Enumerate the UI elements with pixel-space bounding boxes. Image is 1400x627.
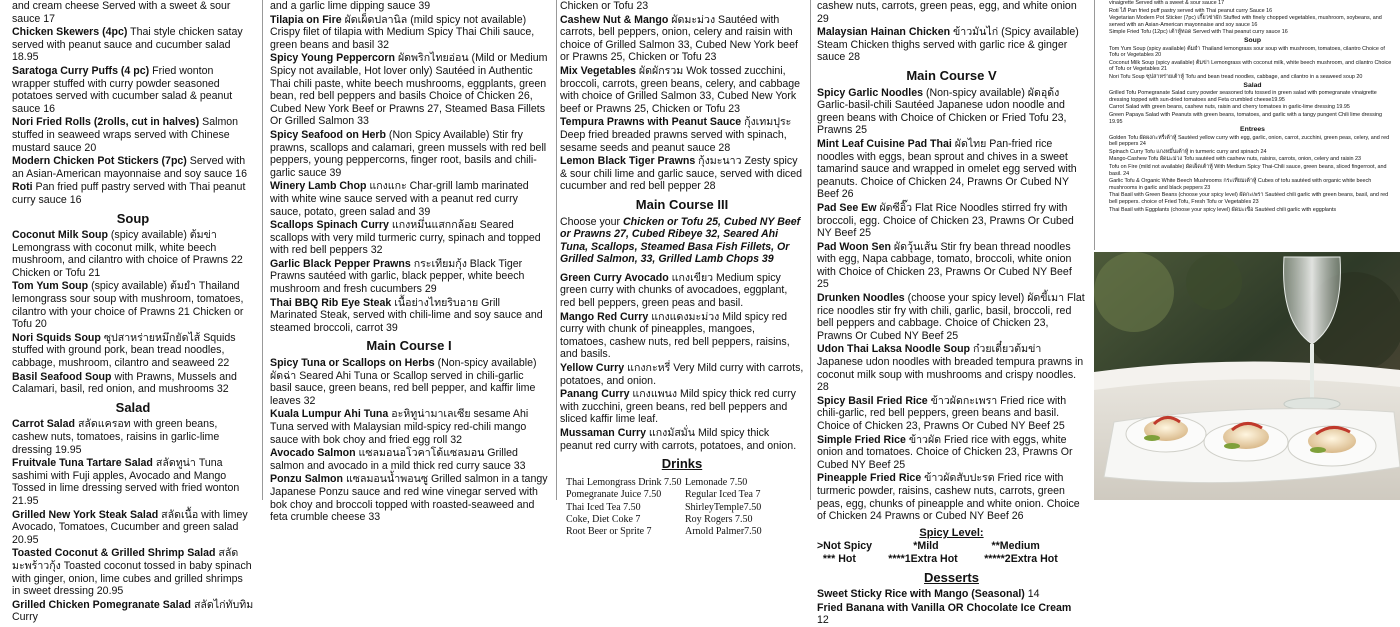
menu-item xyxy=(270,258,548,296)
menu-item-description: แกงมัสมั่น Mild spicy thick peanut red curry with carrots, potatoes, and onion. xyxy=(560,427,797,452)
menu-item xyxy=(12,332,254,370)
menu-item xyxy=(560,65,804,115)
menu-item-description: แกงเขียว Medium spicy green curry with chunks of avocadoes, eggplant, red bell peppers, green peas and basil. xyxy=(560,271,788,310)
main-course-5-heading: Main Course V xyxy=(906,67,997,83)
col5-soup-lines xyxy=(1109,46,1396,81)
menu-line: Coconut Milk Soup (spicy available) ต้มข่า Lemongrass with coconut milk, white beech mushroom, and cilantro Choice of Tofu or Vegetables 21 xyxy=(1109,59,1392,73)
menu-item xyxy=(12,547,254,597)
menu-item xyxy=(12,181,254,206)
menu-line: Tofu on Fire (mild not available) ผัดเผ็ดเต้าหู้ With Medium Spicy Thai-Chili sauce, green beans, sliced fingerroot, and basil. 24 xyxy=(1109,164,1387,177)
menu-line: Garlic Tofu & Organic White Beech Mushrooms กระเทียมเต้าหู้ Cubes of tofu sautéed with organic white beech mushrooms in garlic and black peppers 23 xyxy=(1109,178,1372,191)
menu-item xyxy=(560,0,804,13)
menu-item-name: Mango Red Curry xyxy=(560,310,649,323)
menu-item-description: Served with an Asian-American mayonnaise and soy sauce 16 xyxy=(12,155,247,180)
menu-item-name: Drunken Noodles xyxy=(817,292,905,305)
drinks-left-column xyxy=(566,477,685,539)
menu-item-name: Spicy Seafood on Herb xyxy=(270,128,386,141)
menu-column-specials-main-course-1 xyxy=(262,0,554,524)
menu-item xyxy=(817,241,1086,291)
drinks-heading: Drinks xyxy=(661,456,703,472)
menu-item xyxy=(817,395,1086,433)
menu-item xyxy=(560,388,804,426)
menu-item-name: Scallops Spinach Curry xyxy=(270,219,389,232)
menu-item-name: Spicy Young Peppercorn xyxy=(270,52,395,65)
menu-item-description: สลัดไก่ทับทิม Curry xyxy=(12,598,254,624)
menu-item-description: (Non Spicy Available) Stir fry prawns, scallops and calamari, green mussels with red bell peppers, young peppercorns, finger root, basils and chili-garlic sauce 39 xyxy=(270,128,547,179)
menu-item xyxy=(817,138,1086,201)
menu-item-description: แกงแกะ Char-grill lamb marinated with white wine sauce served with a peanut red curry sauce, potato, green salad and 39 xyxy=(270,180,529,218)
menu-item-name: Tom Yum Soup xyxy=(12,280,89,293)
menu-item-description: with Prawns, Mussels and Calamari, basil, red onion, and mushrooms 32 xyxy=(12,370,237,396)
menu-item-description: Salmon stuffed in seaweed wraps served with Chinese mustard sauce 20 xyxy=(12,116,239,154)
menu-item-name: Basil Seafood Soup xyxy=(12,370,112,383)
menu-item xyxy=(12,0,254,25)
menu-line: Lemonade 7.50 xyxy=(685,476,748,488)
col4-main5-items xyxy=(817,87,1086,523)
menu-item xyxy=(560,14,804,64)
menu-column-main-course-5-desserts xyxy=(810,0,1092,627)
menu-item xyxy=(560,427,804,452)
menu-item-description: แกงหมึ่นแสกกล้อย Seared scallops with very mild turmeric curry, spinach and topped with red bell peppers 32 xyxy=(270,219,541,257)
menu-line: Simple Fried Tofu (12pc) เต้าหู้ทอด Served with Thai peanut curry sauce 16 xyxy=(1109,29,1288,36)
menu-item xyxy=(270,180,548,218)
menu-line: Coke, Diet Coke 7 xyxy=(566,514,641,525)
menu-item xyxy=(817,0,1086,25)
col4-dessert-items xyxy=(817,588,1086,627)
menu-item-description: แซลมอนอโวคาโด้แซลมอน Grilled salmon and avocado in a mild thick red curry sauce 33 xyxy=(270,447,526,472)
menu-line: Nori Tofu Soup ซุปสาหร่ายเต้าหู้ Tofu and bean tread noodles, cabbage, and cilantro in a seaweed soup 20 xyxy=(1109,73,1363,80)
menu-item-name: Mix Vegetables xyxy=(560,64,636,77)
menu-line: Vegetarian Modern Pot Sticker (7pc) เกี๊ยวซ่าผัก Stuffed with finely chopped vegetables, mushroom, soybeans, and served with an Asian-American mayonnaise and soy sauce 16 xyxy=(1109,15,1382,28)
menu-item-description: สลัดทูน่า Tuna sashimi with Fuji apples, Avocado and Mango Tossed in lime dressing served with fried wonton 21.95 xyxy=(12,457,240,507)
menu-item-name: Avocado Salmon xyxy=(270,447,356,460)
spicy-level-heading: Spicy Level: xyxy=(919,526,984,539)
menu-item-description: สลัดแครอท with green beans, cashew nuts, tomatoes, raisins in garlic-lime dressing 19.95 xyxy=(12,418,220,456)
menu-item-name: Udon Thai Laksa Noodle Soup xyxy=(817,343,971,356)
menu-item xyxy=(12,116,254,154)
menu-item-description: กุ้งเทมปุระ Deep fried breaded prawns served with spinach, sesame seeds and peanut sauce 28 xyxy=(560,116,792,154)
menu-item xyxy=(817,26,1086,64)
menu-item-description: (spicy available) ต้มยำ Thailand lemongrass sour soup with mushroom, tomatoes, cilantro with your choice of Prawns 21 Chicken or Tofu 20 xyxy=(12,280,244,331)
col5-top-lines xyxy=(1109,0,1396,36)
salad-heading: Salad xyxy=(115,399,151,415)
menu-item-description: (spicy available) ต้มข่า Lemongrass with coconut milk, white beech mushroom, and cilantro with choice of Prawns 22 Chicken or Tofu 21 xyxy=(12,229,243,279)
menu-item-description: ผัดมะม่วง Sautéed with carrots, bell peppers, onion, celery and raisin with choice of Grilled Salmon 33, Cubed New York beef or Prawns 25, Chicken or Tofu 23 xyxy=(560,13,798,64)
menu-item-name: Fried Banana with Vanilla OR Chocolate Ice Cream xyxy=(817,601,1072,614)
menu-item xyxy=(817,434,1086,472)
menu-item-description: ผัดซีอิ๊ว Flat Rice Noodles stirred fry with broccoli, egg. Choice of Chicken 23, Prawns Or Cubed NY Beef 25 xyxy=(817,201,1074,240)
menu-item xyxy=(560,311,804,361)
menu-item-name: Pad Woon Sen xyxy=(817,240,891,253)
menu-item-name: Carrot Salad xyxy=(12,418,75,431)
menu-line: Green Papaya Salad with Peanuts with green beans, tomatoes, and garlic with a tangy pungent Chili lime dressing 19.95 xyxy=(1109,111,1382,125)
menu-item-description: แกงแพนง Mild spicy thick red curry with zucchini, green beans, red bell peppers and sliced kaffir lime leaf. xyxy=(560,388,796,426)
menu-item-description: สลัดมะพร้าวกุ้ง Toasted coconut tossed in baby spinach with ginger, onion, lime cubes and grilled shrimps in sweet dressing 20.95 xyxy=(12,547,252,598)
menu-item-name: Modern Chicken Pot Stickers (7pc) xyxy=(12,155,187,168)
menu-item xyxy=(12,280,254,330)
menu-item-name: Saratoga Curry Puffs (4 pc) xyxy=(12,64,150,77)
menu-item-name: Roti xyxy=(12,181,33,194)
menu-item-name: Garlic Black Pepper Prawns xyxy=(270,257,411,270)
menu-item xyxy=(560,362,804,387)
menu-line: Roti ไส้ Pan fried puff pastry served with Thai peanut curry Sauce 16 xyxy=(1109,7,1273,14)
food-photo xyxy=(1094,252,1400,500)
menu-item-name: Fruitvale Tuna Tartare Salad xyxy=(12,457,153,470)
menu-item-name: Grilled New York Steak Salad xyxy=(12,508,159,521)
menu-item-description: กุ้งมะนาว Zesty spicy & sour chili lime and garlic sauce, served with diced cucumber and red bell pepper 28 xyxy=(560,155,803,193)
menu-item xyxy=(12,26,254,64)
menu-item-name: Thai BBQ Rib Eye Steak xyxy=(270,296,392,309)
menu-item xyxy=(270,408,548,446)
menu-line: Carrot Salad with green beans, cashew nuts, raisin and cherry tomatoes in garlic-lime dressing 19.95 xyxy=(1109,104,1350,111)
menu-item xyxy=(270,357,548,407)
menu-line: Grilled Tofu Pomegranate Salad curry powder seasoned tofu tossed in green salad with pomegranate vinaigrette dressing topped with sun-dried tomatoes and Feta crumbled cheese19.95 xyxy=(1109,90,1377,103)
menu-item-name: Nori Squids Soup xyxy=(12,331,101,344)
menu-item-name: Chicken Skewers (4pc) xyxy=(12,26,128,39)
menu-item-name: Sweet Sticky Rice with Mango (Seasonal) xyxy=(817,588,1025,601)
menu-line: Mango-Cashew Tofu ผัดมะม่วง Tofu sautéed with cashew nuts, raisins, carrots, onion, celery and raisin 23 xyxy=(1109,156,1362,163)
menu-item xyxy=(12,65,254,115)
menu-item-description: ผัดผักรวม Wok tossed zucchini, broccoli, carrots, green beans, celery, and cabbage with choice of Grilled Salmon 33, Cubed New York beef or Prawns 25, Chicken or Tofu 23 xyxy=(560,64,801,115)
menu-item-name: Cashew Nut & Mango xyxy=(560,13,669,26)
col2-main1-items xyxy=(270,357,548,524)
menu-item-description: 14 xyxy=(1027,588,1040,601)
menu-item-description: ข้าวผัดกะเพรา Fried rice with chili-garlic, red bell peppers, green beans and basil. Choice of Chicken 23, Prawns Or Cubed NY Beef 25 xyxy=(817,394,1067,432)
col4-top-items xyxy=(817,0,1086,64)
menu-item xyxy=(270,297,548,335)
menu-item-name: Grilled Chicken Pomegranate Salad xyxy=(12,598,191,611)
col1-soup-items xyxy=(12,229,254,396)
menu-item-description: Chicken or Tofu 23 xyxy=(560,0,649,12)
menu-item-description: Thai style chicken satay served with peanut sauce and cucumber salad 18.95 xyxy=(12,26,243,64)
desserts-heading: Desserts xyxy=(924,569,979,585)
menu-item-name: Ponzu Salmon xyxy=(270,473,343,486)
veg-entrees-heading: Entrees xyxy=(1240,126,1265,134)
menu-item-description: เนื้อย่างไทยริบอาย Grill Marinated Steak, served with chili-lime and soy sauce and steamed broccoli, carrot 39 xyxy=(270,296,543,334)
menu-line: Spinach Curry Tofu แกงหมึ่นเต้าหู้ in turmeric curry and spinach 24 xyxy=(1109,148,1267,155)
menu-item-name: Yellow Curry xyxy=(560,362,625,375)
veg-salad-heading: Salad xyxy=(1243,81,1262,89)
menu-line: Thai Basil with Green Beans (choose your spicy level) ผัดกะเพรา Sautéed chili garlic with green beans, basil, and red bell peppers. choice of Fried Tofu, Fresh Tofu or Vegetables 23 xyxy=(1109,192,1389,206)
menu-item xyxy=(12,457,254,507)
menu-item xyxy=(12,509,254,547)
menu-item-name: Winery Lamb Chop xyxy=(270,180,367,193)
menu-item-name: Nori Fried Rolls (2rolls, cut in halves) xyxy=(12,116,200,129)
menu-item xyxy=(12,371,254,396)
col1-top-items xyxy=(12,0,254,207)
menu-item xyxy=(817,343,1086,393)
menu-item-description: (choose your spicy level) ผัดขี้เมา Flat rice noodles stir fry with chili, garlic, basil, broccoli, red bell peppers and cabbage. Choice of Chicken 23, Prawns Or Cubed NY Beef 25 xyxy=(817,292,1085,342)
soup-heading: Soup xyxy=(116,210,150,226)
menu-item-description: ผัดเผ็ดปลานิล (mild spicy not available) Crispy filet of tilapia with Medium Spicy Thai Chili sauce, green beans and basil 32 xyxy=(270,13,535,51)
menu-line: Thai Iced Tea 7.50 xyxy=(566,501,641,513)
menu-item-description: แซลมอนน้ำพอนซู Grilled salmon in a tangy Japanese Ponzu sauce and red wine vinegar served with bok choy and broccoli topped with roasted-seaweed and feta crumble cheese 33 xyxy=(270,473,548,524)
menu-line: Thai Basil with Eggplants (choose your spicy level) ผัดมะเขือ Sautéed chili garlic with eggplants xyxy=(1109,206,1337,213)
menu-item-name: Spicy Basil Fried Rice xyxy=(817,394,928,407)
menu-item-name: Mussaman Curry xyxy=(560,427,646,439)
col5-salad-lines xyxy=(1109,90,1396,125)
menu-item xyxy=(270,447,548,472)
menu-item-description: ซุปสาหร่ายหมึกยัดไส้ Squids stuffed with ground pork, bean tread noodles, cabbage, mushroom, cilantro and seaweed 22 xyxy=(12,331,236,370)
menu-item-name: Spicy Tuna or Scallops on Herbs xyxy=(270,357,435,370)
menu-item-description: (Non-spicy available) ผัดฉ่า Seared Ahi Tuna or Scallop served in chili-garlic basil sauce, green beans, red bell pepper, and kaffir lime leaves 32 xyxy=(270,357,537,407)
menu-item-name: Spicy Garlic Noodles xyxy=(817,86,923,99)
choose-protein-note xyxy=(560,216,804,266)
menu-item xyxy=(12,229,254,279)
menu-line: vinaigrette Served with a sweet & sour sauce 17 xyxy=(1109,0,1225,6)
drinks-list xyxy=(566,477,804,539)
menu-item xyxy=(270,14,548,52)
col3-main3-items xyxy=(560,272,804,452)
menu-item-name: Panang Curry xyxy=(560,388,630,401)
main-course-1-heading: Main Course I xyxy=(366,338,452,354)
menu-item xyxy=(12,155,254,180)
menu-item-name: Green Curry Avocado xyxy=(560,271,669,284)
menu-item-description: กระเทียมกุ้ง Black Tiger Prawns sautéed with garlic, black pepper, white beech mushroom and fresh cucumbers 29 xyxy=(270,257,525,296)
menu-line: Root Beer or Sprite 7 xyxy=(566,526,652,538)
menu-item xyxy=(817,472,1086,522)
menu-line: Tom Yum Soup (spicy available) ต้มยำ Thailand lemongrass sour soup with mushroom, tomatoes, cilantro Choice of Tofu or Vegetables 20 xyxy=(1109,45,1385,59)
menu-item xyxy=(270,0,548,13)
menu-item xyxy=(560,116,804,154)
menu-item-description: ผัดไทย Pan-fried rice noodles with eggs, bean sprout and chives in a sweet tamarind sauce and wrapped in omelet egg served with peanuts. Choice of Chicken 24, Prawns Or Cubed NY Beef 26 xyxy=(817,137,1077,201)
drinks-right-column xyxy=(685,477,804,539)
menu-item-name: Pineapple Fried Rice xyxy=(817,472,922,485)
menu-item xyxy=(560,272,804,310)
menu-line: Thai Lemongrass Drink 7.50 xyxy=(566,476,682,488)
choose-label: Choose your xyxy=(560,215,624,228)
menu-item-name: Toasted Coconut & Grilled Shrimp Salad xyxy=(12,547,216,560)
col1-salad-items xyxy=(12,418,254,624)
menu-item-name: Malaysian Hainan Chicken xyxy=(817,26,951,39)
vegetarian-menu-preview xyxy=(1094,0,1400,250)
menu-item-description: แกงกะหรี่ Very Mild curry with carrots, potatoes, and onion. xyxy=(560,362,804,387)
menu-item-description: แกงแดงมะม่วง Mild spicy red curry with chunk of pineapples, mangoes, tomatoes, cashew nuts, red bell peppers, raisins, and basils. xyxy=(560,310,790,361)
choose-options: Chicken or Tofu 25, Cubed NY Beef or Prawns 27, Cubed Ribeye 32, Seared Ahi Tuna, Scallops, Steamed Basa Fish Fillets, Or Grilled Salmon, 33, Grilled Lamb Chops 39 xyxy=(560,215,801,266)
menu-item-description: อะหิทูน่ามาเลเซีย sesame Ahi Tuna served with Malaysian mild-spicy red-chili mango sauce with bok choy and fried egg roll 32 xyxy=(270,408,529,446)
spicy-level-line-1: >Not Spicy *Mild **Medium xyxy=(817,540,1040,553)
menu-item xyxy=(817,588,1086,601)
menu-item-description: Pan fried puff pastry served with Thai peanut curry sauce 16 xyxy=(12,181,246,206)
menu-item xyxy=(560,155,804,193)
menu-item-description: ข้าวมันไก่ (Spicy available) Steam Chicken thighs served with garlic rice & ginger sauce 28 xyxy=(817,26,1079,64)
menu-item-description: ข้าวผัดสับปะรด Fried rice with turmeric powder, raisins, cashew nuts, carrots, green peas, egg, chunks of pineapple and white onion. Choice of Chicken 24 Prawns or Cubed NY Beef 26 xyxy=(817,472,1080,523)
menu-item xyxy=(817,87,1086,137)
menu-line: Pomegranate Juice 7.50 xyxy=(566,489,662,501)
menu-item-name: Coconut Milk Soup xyxy=(12,229,108,242)
col3-top-items xyxy=(560,0,804,193)
menu-item xyxy=(12,418,254,456)
menu-item xyxy=(270,52,548,128)
menu-item-description: Fried wonton wrapper stuffed with curry powder seasoned potatoes served with cucumber salad & peanut sauce 16 xyxy=(12,64,233,115)
main-course-3-heading: Main Course III xyxy=(635,196,729,212)
menu-line: Regular Iced Tea 7 xyxy=(685,489,761,501)
menu-line: ShirleyTemple7.50 xyxy=(685,501,762,513)
menu-column-main-course-3-drinks xyxy=(556,0,808,538)
col5-entree-lines xyxy=(1109,135,1396,214)
veg-soup-heading: Soup xyxy=(1244,36,1261,44)
menu-item xyxy=(270,129,548,179)
menu-item-description: 12 xyxy=(817,614,829,627)
menu-item xyxy=(817,292,1086,342)
menu-item-name: Lemon Black Tiger Prawns xyxy=(560,155,696,168)
menu-item-name: Kuala Lumpur Ahi Tuna xyxy=(270,408,389,421)
menu-item-name: Mint Leaf Cuisine Pad Thai xyxy=(817,137,952,150)
spicy-level-line-2: *** Hot ****1Extra Hot *****2Extra Hot xyxy=(817,552,1058,565)
menu-item-description: (Non-spicy available) ผัดอุด้ง Garlic-basil-chili Sautéed Japanese udon noodle and green beans with Choice of Chicken or Fried Tofu 23, Prawns 25 xyxy=(817,86,1067,137)
menu-column-appetizers-soup-salad xyxy=(0,0,258,624)
menu-item-description: สลัดเนื้อ with limey Avocado, Tomatoes, Cucumber and green salad 20.95 xyxy=(12,508,248,546)
menu-item-name: Tempura Prawns with Peanut Sauce xyxy=(560,116,742,129)
menu-item-description: ผัดพริกไทยอ่อน (Mild or Medium Spicy not available, Hot lover only) Sautéed in Authentic Thai chili paste, white beech mushrooms, eggplants, green bean, red bell peppers and basils Choice of Chicken 26, Cubed New York Beef or Prawns 27, Steamed Basa Fillets Or Grilled Salmon 33 xyxy=(270,52,548,128)
menu-item-name: Pad See Ew xyxy=(817,201,877,214)
menu-item-name: Simple Fried Rice xyxy=(817,433,906,446)
menu-item-description: and a garlic lime dipping sauce 39 xyxy=(270,0,431,12)
menu-item-description: ข้าวผัด Fried rice with eggs, white onion and tomatoes. Choice of Chicken 23, Prawns Or Cubed NY Beef 25 xyxy=(817,433,1073,471)
menu-item xyxy=(817,202,1086,240)
menu-item-description: ก๋วยเตี๋ยวต้มข่า Japanese udon noodles with breaded tempura prawns in coconut milk soup with mushrooms and crispy noodles. 28 xyxy=(817,343,1084,394)
menu-line: Golden Tofu ผัดผงกะหรี่เต้าหู้ Sautéed yellow curry with egg, garlic, onion, carrot, zucchini, green peas, celery, and red bell peppers 24 xyxy=(1109,134,1390,148)
menu-item-name: Tilapia on Fire xyxy=(270,13,342,26)
menu-item-description: ผัดวุ้นเส้น Stir fry bean thread noodles with egg, Napa cabbage, tomato, broccoli, white onion with Choice of Chicken 23, Prawns Or Cubed NY Beef 25 xyxy=(817,240,1072,291)
menu-item xyxy=(270,219,548,257)
menu-line: Roy Rogers 7.50 xyxy=(685,514,753,525)
col2-top-items xyxy=(270,0,548,334)
menu-item-description: and cream cheese Served with a sweet & sour sauce 17 xyxy=(12,0,231,25)
menu-item xyxy=(12,599,254,624)
menu-item xyxy=(270,473,548,523)
menu-item-description: cashew nuts, carrots, green peas, egg, and white onion 29 xyxy=(817,0,1077,25)
menu-line: Arnold Palmer7.50 xyxy=(685,526,762,538)
menu-item xyxy=(817,602,1086,627)
